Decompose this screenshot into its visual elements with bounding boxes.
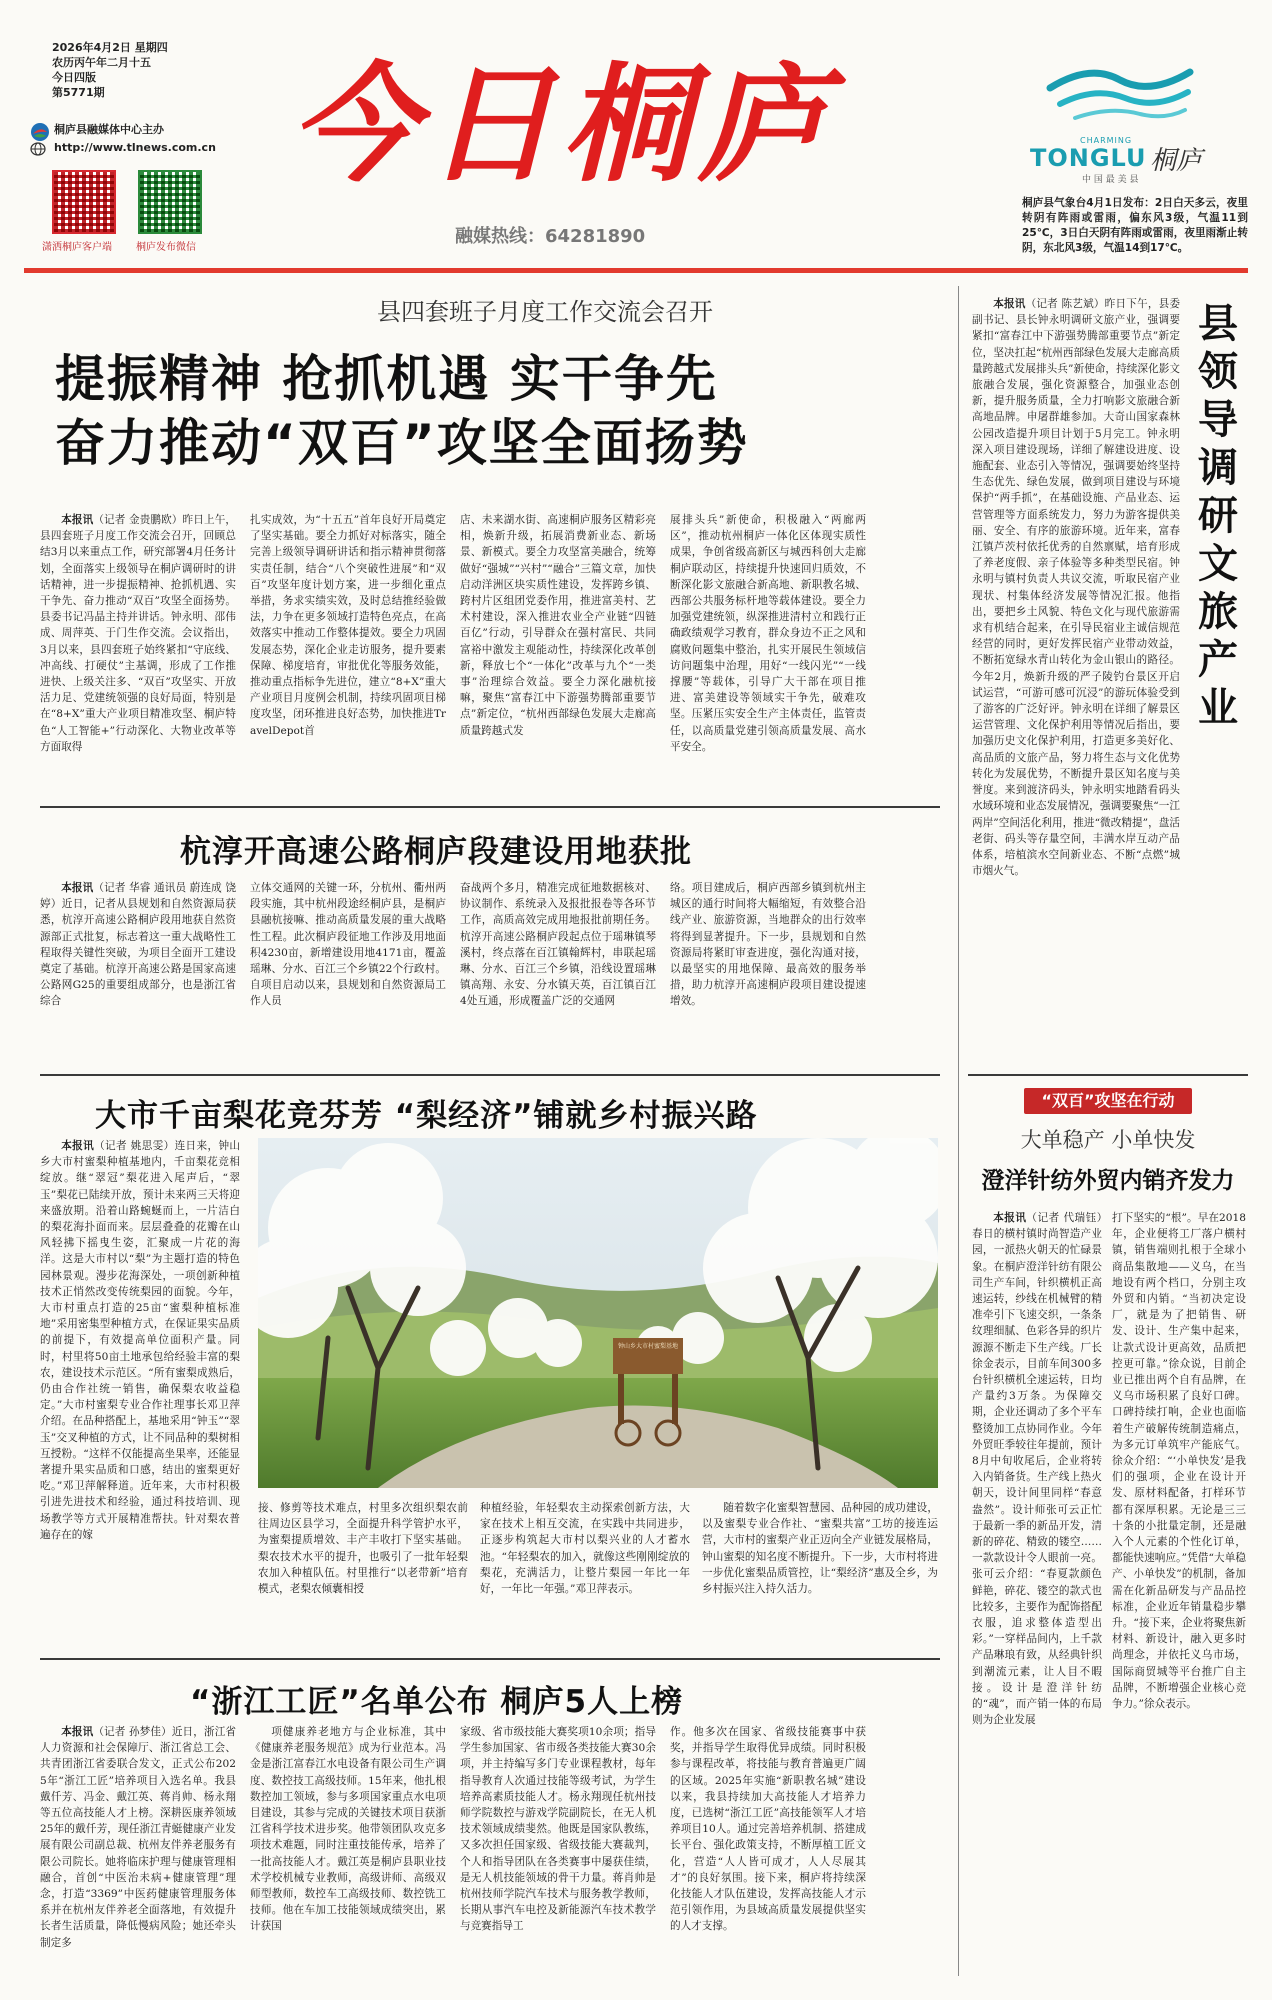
sidebar-bottom-title: 澄洋针纺外贸内销齐发力 xyxy=(981,1168,1235,1194)
article3-col-b2 xyxy=(480,1500,690,1650)
article1-col4 xyxy=(670,512,866,792)
brand-top: CHARMING xyxy=(1080,136,1133,145)
issue-number: 第5771期 xyxy=(52,86,105,99)
article3-col-b1 xyxy=(258,1500,468,1650)
article2-col4-text: 络。项目建成后，桐庐西部乡镇到杭州主城区的通行时间将大幅缩短，有效整合沿线产业、旅游资源，当地群众的出行效率将得到显著提升。下一步，县规划和自然资源局将紧盯审查进度，强化沟通对接，以最坚实的用地保障、最高效的服务举措，助力杭淳开高速桐庐段项目建设提速增效。 xyxy=(670,882,866,1008)
article4-title: “浙江工匠”名单公布 桐庐5人上榜 xyxy=(190,1684,684,1720)
article4-col3 xyxy=(460,1724,656,1974)
campaign-tag: “双百”攻坚在行动 xyxy=(1024,1088,1192,1114)
page-count: 今日四版 xyxy=(52,71,96,84)
article1-col2 xyxy=(250,512,446,792)
article2-col4 xyxy=(670,880,866,1065)
article1-col3 xyxy=(460,512,656,792)
section-divider xyxy=(40,1658,940,1660)
article1-col2-text: 扎实成效，为“十五五”首年良好开局奠定了坚实基础。要全力抓好对标落实，随全完善上级领导调研讲话和指示精神贯彻落实责任制，结合“八个突破性进展”和“双百”攻坚年度计划方案，进一步细化重点举措，务求实绩实效，及时总结推经验做法，力争在更多领域打造特色亮点，在高效落实中推动工作整体提效。要全力巩固发展态势，深化企业走访服务，提升要素保障、梯度培育，审批优化等服务效能，推动重点指标争先进位，建立“8+X”重大产业项目月度例会机制，持续巩固项目梯度攻坚，闭环推进良好态势，加快推进TravelDepot首 xyxy=(250,514,446,737)
hotline: 融媒热线：64281890 xyxy=(455,226,646,247)
article1-title-line2: 奋力推动“双百”攻坚全面扬势 xyxy=(55,414,749,472)
article3-col-b3 xyxy=(702,1500,938,1650)
article3-col-left-text: （记者 姚思雯）连日来，钟山乡大市村蜜梨种植基地内，千亩梨花竞相绽放。继“翠冠”梨花进入尾声后，“翠玉”梨花已陆续开放，预计未来两三天将迎来盛放期。沿着山路蜿蜒而上，一片洁白的梨花海扑面而来。层层叠叠的花瓣在山风轻拂下摇曳生姿，汇聚成一片花的海洋。这是大市村以“梨”为主题打造的特色园林景观。漫步花海深处，一项创新种植技术正悄然改变传统梨园的面貌。今年，大市村重点打造的25亩“蜜梨种植标准地”采用密集型种植方式，在保证果实品质的前提下，有效提高单位面积产量。同时，村里将50亩土地承包给经验丰富的梨农，建设技术示范区。“所有蜜梨成熟后，仍由合作社统一销售，确保梨农收益稳定。”大市村蜜梨专业合作社理事长邓卫萍介绍。在品种搭配上，基地采用“钟玉”“翠玉”交叉种植的方式，让不同品种的梨树相互授粉。“这样不仅能提高坐果率，还能显著提升果实品质和口感，结出的蜜梨更好吃。”邓卫萍解释道。近年来，大市村积极引进先进技术和经验，通过科技培训、现场教学等方式开展精准帮扶。针对梨农普遍存在的嫁 xyxy=(40,1140,240,1541)
article4-col4 xyxy=(670,1724,866,1974)
article1-col3-text: 店、未来湖水街、高速桐庐服务区精彩亮相，焕新升级，拓展消费新业态、新场景、新模式。要全力攻坚富美融合，统筹做好“强城”“兴村”“融合”三篇文章，加快启动洋洲区块实质性建设，发挥跨乡镇、跨村片区组团党委作用，推进富美村、艺术村建设，深入推进农业全产业链“四链百亿”行动，引导群众在强村富民、共同富裕中激发主观能动性，持续深化改革创新，释放七个“一体化”改革与九个“一类事”治理综合效益。要全力深化融杭接嘛，聚焦“富春江中下游强势腾部重要节点”新定位，“杭州西部绿色发展大走廊高质量跨越式发 xyxy=(460,514,656,737)
byline-lead: 本报讯 xyxy=(61,514,94,526)
sponsor-logo-icon xyxy=(30,122,50,142)
article2-col2 xyxy=(250,880,446,1065)
article4-col3-text: 家级、省市级技能大赛奖项10余项；指导学生参加国家、省市级各类技能大赛30余项，并主持编写多门专业课程教材，每年指导教育人次通过技能等级考试，为学生培养高素质技能人才。杨永翔现任杭州技师学院数控与游戏学院副院长，在无人机技术领域成绩斐然。他既是国家队教练，又多次担任国家级、省级技能大赛裁判，个人和指导团队在各类赛事中屡获佳绩，是无人机技能领域的骨干力量。蒋肖帅是杭州技师学院汽车技术与服务教学教师，长期从事汽车电控及新能源汽车技术教学与竞赛指导工 xyxy=(460,1726,656,1933)
article2-col1 xyxy=(40,880,236,1065)
article3-col-b1-text: 接、修剪等技术难点，村里多次组织梨农前往周边区县学习，全面提升科学管护水平，为蜜梨提质增效、丰产丰收打下坚实基础。梨农技术水平的提升，也吸引了一批年轻梨农加入种植队伍。村里推行“以老带新”培育模式，老梨农倾囊相授 xyxy=(258,1502,468,1596)
sidebar-bottom-subtitle: 大单稳产 小单快发 xyxy=(1020,1128,1196,1152)
sponsor-text: 桐庐县融媒体中心主办 xyxy=(54,123,164,136)
weather-report: 桐庐县气象台4月1日发布：2日白天多云，夜里转阴有阵雨或雷雨，偏东风3级，气温11到25℃，3日白天阴有阵雨或雷雨，夜里雨渐止转阴，东北风3级，气温14到17℃。 xyxy=(1022,197,1248,254)
article3-col-b3-text: 随着数字化蜜梨智慧园、品种园的成功建设，以及蜜梨专业合作社、“蜜梨共富”工坊的接连运营，大市村的蜜梨产业正迈向全产业链发展格局，钟山蜜梨的知名度不断提升。下一步，大市村将进一步优化蜜梨品质管控，让“梨经济”惠及全乡，为乡村振兴注入持久活力。 xyxy=(702,1502,938,1596)
article4-col1-text: （记者 孙梦佳）近日，浙江省人力资源和社会保障厅、浙江省总工会、共青团浙江省委联合发文，正式公布2025年“浙江工匠”培养项目入选名单。我县戴仟芳、冯金、戴江英、蒋肖帅、杨永翔等五位高技能人才上榜。深耕医康养领域25年的戴仟芳，现任浙江青蜓健康产业发展有限公司副总裁、杭州友伴养老服务有限公司院长。她将临床护理与健康管理相融合，首创“中医治未病+健康管理”理念，打造“3369”中医药健康管理服务体系并在杭州友伴养老全面落地，有效提升长者生活质量，降低慢病风险；她还牵头制定多 xyxy=(40,1726,236,1949)
byline-lead: 本报讯 xyxy=(993,1212,1027,1224)
photo-sign-text: 钟山乡大市村蜜梨基地 xyxy=(617,1343,678,1350)
article1-col4-text: 展排头兵”新使命，积极融入“两廊两区”，推动杭州桐庐一体化区体现实质性成果，争创省级高新区与城西科创大走廊桐庐联动区，持续提升快速回归质效，不断深化影文旅融合新高地、新职教名城、西部公共服务标杆地等载体建设。要全力加强党建统领，纵深推进清村立和践行正确政绩观学习教育，群众身边不正之风和腐败问题集中整治，扎实开展民生领域信访问题集中治理，用好“一线闪光”“一线撑腰”等载体，引导广大干部在项目推进、富美建设等领域实干争先，破难攻坚。压紧压实安全生产主体责任，监管责任，以高质量党建引领高质量发展、高水平安全。 xyxy=(670,514,866,753)
website-link[interactable]: http://www.tlnews.com.cn xyxy=(54,141,216,154)
sidebar-top-text: （记者 陈艺斌）昨日下午，县委副书记、县长钟永明调研文旅产业，强调要紧扣“富春江中下游强势腾部重要节点”新定位，坚决扛起“杭州西部绿色发展大走廊高质量跨越式发展排头兵”新使命，持续深化影文旅融合发展，强化资源整合，加强业态创新，提升服务质量，全力打响影文旅融合新高地品牌。申屠群雄参加。大奇山国家森林公园改造提升项目计划于5月完工。钟永明深入项目建设现场，详细了解建设进度、设施配套、业态引入等情况，强调要始终坚持生态优先、绿色发展，做到项目建设与环境保护“两手抓”，在基础设施、产品业态、运营管理等方面系统发力，努力为游客提供美丽、安全、有序的旅游环境。近年来，富春江镇芦茨村依托优秀的自然禀赋，培育形成了养老度假、亲子体验等多种类型民宿。钟永明与镇村负责人共议交流，听取民宿产业现状、村集体经济发展等情况汇报。他指出，要把乡土风貌、特色文化与现代旅游需求有机结合起来，在引导民宿业主诚信规范经营的同时，更好发挥民宿产业带动效益，不断拓宽绿水青山转化为金山银山的路径。今年2月，焕新升级的严子陵钓台景区开启试运营，“可游可感可沉浸”的游玩体验受到了游客的广泛好评。钟永明在详细了解景区运营管理、文化保护利用等情况后指出，要加强历史文化保护利用，打造更多美好化、高品质的文旅产品，努力将生态与文化优势转化为发展优势，不断提升景区知名度与美誉度。来到渡济码头，钟永明实地踏看码头水域环境和业态发展情况，强调要聚焦“一江两岸”空间活化利用，推进“微改精提”，盘活老街、码头等存量空间，丰满水岸互动产品体系，培植滨水空间新业态、不断“点燃”城市烟火气。 xyxy=(972,298,1180,878)
article3-title: 大市千亩梨花竞芬芳 “梨经济”铺就乡村振兴路 xyxy=(95,1098,758,1134)
byline-lead: 本报讯 xyxy=(61,882,94,894)
article4-col1 xyxy=(40,1724,236,1974)
article3-col-left xyxy=(40,1138,240,1648)
article1-col1 xyxy=(40,512,236,792)
article2-col3-text: 奋战两个多月，精准完成征地数据核对、协议制作、系统录入及报批报卷等各环节工作，高质高效完成用地报批前期任务。杭淳开高速公路桐庐段起点位于瑶琳镇琴溪村，终点落在百江镇翰辉村，串联起瑶琳、分水、百江三个乡镇，沿线设置瑶琳镇高翔、永安、分水镇天英，百江镇百江4处互通，形成覆盖广泛的交通网 xyxy=(460,882,656,1008)
byline-lead: 本报讯 xyxy=(61,1726,94,1738)
client-qr-code[interactable] xyxy=(52,170,116,234)
qr-label-wechat: 桐庐发布微信 xyxy=(136,242,196,253)
sidebar-bottom-col-a xyxy=(972,1210,1102,1975)
article4-col2 xyxy=(250,1724,446,1974)
article2-col2-text: 立体交通网的关键一环，分杭州、衢州两段实施，其中杭州段途经桐庐县，是桐庐县融杭接嘛、推动高质量发展的重大战略性工程。此次桐庐段征地工作涉及用地面积4230亩，新增建设用地4171亩，覆盖瑶琳、分水、百江三个乡镇22个行政村。自项目启动以来，县规划和自然资源局工作人员 xyxy=(250,882,446,1008)
article1-col1-text: （记者 金贵鹏欧）昨日上午，县四套班子月度工作交流会召开，回顾总结3月以来重点工作，研究部署4月任务计划，全面落实上级领导在桐庐调研时的讲话精神，进一步提振精神、抢抓机遇、实干争先、奋力推动“双百”攻坚全面扬势。县委书记冯晶主持并讲话。钟永明、邵伟成、周萍英、于门生作交流。会议指出，3月以来，县四套班子始终紧扣“守底线、冲高线、打硬仗”主基调，形成了工作推进快、上级关注多、“双百”攻坚实、开放活力足、党建统领强的良好局面，特别是在“8+X”重大产业项目精准攻坚、桐庐特色“人工智能+”行动深化、大物业改革等方面取得 xyxy=(40,514,236,753)
wechat-qr-code[interactable] xyxy=(138,170,202,234)
article4-col2-text: 项健康养老地方与企业标准，其中《健康养老服务规范》成为行业范本。冯金是浙江富春江水电设备有限公司生产调度、数控技工高级技师。15年来，他扎根数控加工领域，参与多项国家重点水电项目建设，其参与完成的关键技术项目获浙江省科学技术进步奖。他带领团队攻克多项技术难题，同时注重技能传承，培养了一批高技能人才。戴江英是桐庐县职业技术学校机械专业教师，高级讲师、高级双师型教师，数控车工高级技师、数控铣工技师。他在车加工技能领域成绩突出，累计获国 xyxy=(250,1726,446,1933)
masthead-title: 今日桐庐 xyxy=(290,50,835,200)
article3-col-b2-text: 种植经验，年轻梨农主动探索创新方法，大家在技术上相互交流，在实践中共同进步，正逐步构筑起大市村以梨兴业的人才蓄水池。“年轻梨农的加入，就像这些刚刚绽放的梨花，充满活力，让整片梨园一年比一年好，一年比一年强。”邓卫萍表示。 xyxy=(480,1502,690,1596)
sidebar-top-body xyxy=(972,296,1180,1066)
article2-title: 杭淳开高速公路桐庐段建设用地获批 xyxy=(180,834,692,870)
section-divider xyxy=(40,806,940,808)
lunar-date: 农历丙午年二月十五 xyxy=(52,56,151,69)
date-line: 2026年4月2日 星期四 xyxy=(52,41,168,54)
article1-subtitle: 县四套班子月度工作交流会召开 xyxy=(377,298,713,326)
sidebar-bottom-col-a-text: （记者 代瑞钰）春日的横村镇时尚智造产业园，一派热火朝天的忙碌景象。在桐庐澄洋针纺有限公司生产车间，针织横机正高速运转，纱线在机械臂的精准牵引下飞速交织，一条条纹理细腻、色彩各异的织片源源不断走下生产线。厂长徐金表示，目前车间300多台针织横机全速运转，日均产量约3万条。为保障交期，企业还调动了多个平车整烫加工点协同作业。今年外贸旺季较往年提前，预计8月中旬收尾后，企业将转入内销备货。生产线上热火朝天，设计间里同样“春意盎然”。设计师张可云正忙于最新一季的新品开发，清新的碎花、精致的镂空……一款款设计令人眼前一亮。张可云介绍：“春夏款颜色鲜艳，碎花、镂空的款式也比较多，主要作为配饰搭配衣服，追求整体造型出彩。”一穿样品间内，上千款产品琳琅有致，从经典针织到潮流元素，让人目不暇接。设计是澄洋针纺的“魂”，而产销一体的布局则为企业发展 xyxy=(972,1212,1102,1727)
brand-en: TONGLU xyxy=(1030,144,1147,172)
article1-title-line1: 提振精神 抢抓机遇 实干争先 xyxy=(55,350,718,408)
section-divider xyxy=(40,1074,940,1076)
tonglu-wave-logo-icon xyxy=(1040,58,1200,128)
qr-label-client: 潇洒桐庐客户端 xyxy=(42,242,112,253)
brand-sub: 中 国 最 美 县 xyxy=(1082,175,1139,185)
masthead-divider xyxy=(24,268,1248,273)
sidebar-bottom-col-b-text: 打下坚实的“根”。早在2018年，企业便将工厂落户横村镇，销售端则扎根于全球小商品集散地——义乌，在当地设有两个档口，分别主攻外贸和内销。“当初决定设厂，就是为了把销售、研发、设计、生产集中起来，让款式设计更高效，品质把控更可靠。”徐众说，目前企业已推出两个自有品牌，在义乌市场积累了良好口碑。口碑持续打响，企业也面临着生产破解传统制造痛点，为多元订单筑牢产能底气。徐众介绍：“‘小单快发’是我们的强项，企业在设计开发、原材料配备，打样环节都有深厚积累。无论是三三十条的小批量定制，还是融入个人元素的个性化订单，都能快速响应。”凭借“大单稳产、小单快发”的机制，备加需在化新品研发与产品品控标准，企业近年销量稳步攀升。“接下来，企业将聚焦新材料、新设计，融入更多时尚理念，并依托义乌市场，国际商贸城等平台推广自主品牌，不断增强企业核心竞争力。”徐众表示。 xyxy=(1112,1212,1246,1711)
pear-blossom-photo xyxy=(258,1138,938,1488)
date-block xyxy=(52,40,232,100)
article4-col4-text: 作。他多次在国家、省级技能赛事中获奖，并指导学生取得优异成绩。同时积极参与课程改革，将技能与教育普遍更广阔的区域。2025年实施“新职教名城”建设以来，我县持续加大高技能人才培养力度，已选树“浙江工匠”高技能领军人才培养项目10人。通过完善培养机制、搭建成长平台、强化政策支持，不断厚植工匠文化，营造“人人皆可成才，人人尽展其才”的良好氛围。接下来，桐庐将持续深化技能人才队伍建设，发挥高技能人才示范引领作用，为县域高质量发展提供坚实的人才支撑。 xyxy=(670,1726,866,1933)
article2-col1-text: （记者 华睿 通讯员 蔚连成 饶婷）近日，记者从县规划和自然资源局获悉，杭淳开高速公路桐庐段用地获自然资源部正式批复，标志着这一重大战略性工程取得关键性突破，为项目全面开工建设奠定了基础。杭淳开高速公路是国家高速公路网G25的重要组成部分，也是浙江省综合 xyxy=(40,882,236,1008)
article2-col3 xyxy=(460,880,656,1065)
byline-lead: 本报讯 xyxy=(61,1140,95,1152)
globe-icon xyxy=(30,141,50,155)
sidebar-bottom-col-b xyxy=(1112,1210,1246,1975)
section-divider xyxy=(968,1074,1248,1076)
byline-lead: 本报讯 xyxy=(993,298,1026,310)
sidebar-top-title: 县领导调研文旅产业 xyxy=(1198,301,1238,731)
sponsor-block xyxy=(54,122,254,137)
column-rule xyxy=(958,286,959,1976)
brand-cn: 桐庐 xyxy=(1150,146,1203,176)
